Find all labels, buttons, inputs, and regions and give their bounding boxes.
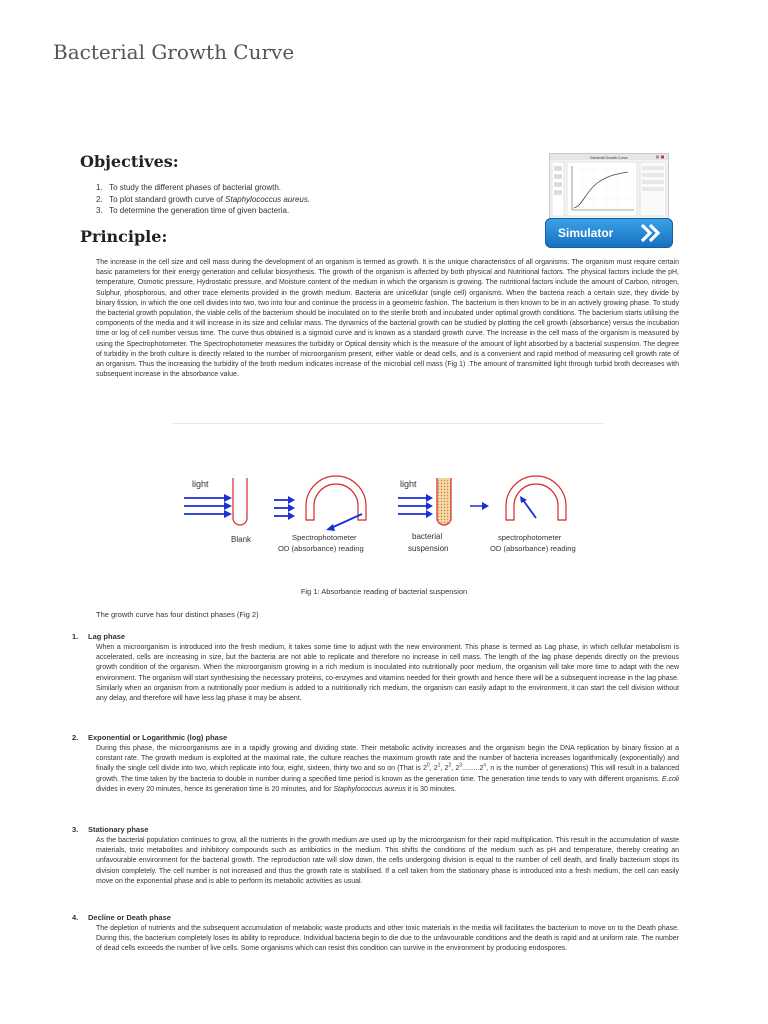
phase-heading-lag: 1. Lag phase [72, 632, 126, 641]
svg-text:OD (absorbance) reading: OD (absorbance) reading [278, 544, 364, 553]
svg-text:Bacterial Growth Curve: Bacterial Growth Curve [590, 156, 628, 160]
phase-heading-exponential: 2. Exponential or Logarithmic (log) phase [72, 733, 228, 742]
spectrophotometer-gauge-2 [506, 476, 566, 520]
svg-text:OD (absorbance) reading: OD (absorbance) reading [490, 544, 576, 553]
page-title: Bacterial Growth Curve [53, 40, 295, 64]
svg-text:Blank: Blank [231, 535, 252, 544]
bacterial-suspension-tube [437, 478, 451, 525]
simulator-button-label: Simulator [558, 226, 614, 240]
principle-heading: Principle: [80, 227, 168, 246]
phase-heading-decline: 4. Decline or Death phase [72, 913, 171, 922]
phase-body-exponential: During this phase, the microorganisms are in a rapidly growing and dividing state. Their metabolic activity increases and the organism begin the DNA replication by binary fission at a constant rate. The growth medium is exploited at the maximal rate, the culture reaches the maximum growth rate and the number of bacteria increases logarithmically (exponentially) and finally the single cell divide into two, which replicate into four, eight, sixteen, thirty two and so on (That is $2^0$, $2^1$, $2^2$, $2^3.........2^n$, n is the number of generations) This will result in a balanced growth. The time taken by the bacteria to double in number during a specified time period is known as the generation time. The generation time tends to vary with different organisms. E.coli divides in every 20 minutes, hence its generation time is 20 minutes, and for Staphylococcus aureus it is 30 minutes. [96, 745, 679, 793]
absorbance-figure [176, 470, 606, 560]
svg-text:suspension: suspension [408, 544, 449, 553]
list-item: 2. To plot standard growth curve of Staphylococcus aureus. [96, 194, 311, 204]
svg-text:bacterial: bacterial [412, 532, 443, 541]
svg-text:light: light [192, 479, 209, 489]
simulator-button[interactable] [545, 218, 673, 248]
double-chevron-right-icon [640, 223, 662, 246]
blank-tube [233, 478, 247, 525]
objectives-list [96, 182, 310, 217]
spectrophotometer-gauge-1 [306, 476, 366, 520]
list-item: 1. To study the different phases of bacterial growth. [96, 183, 282, 192]
light-arrows-2 [274, 496, 295, 520]
phase-body-stationary: As the bacterial population continues to grow, all the nutrients in the growth medium are used up by the microorganism for their rapid multiplication. This result in the accumulation of waste materials, toxic metabolites and inhibitory compounds such as antibiotics in the medium. This shifts the conditions of the medium such as pH and temperature, thereby creating an unfavourable environment for the bacterial growth. The reproduction rate will slow down, the cells undergoing division is equal to the number of cell death, and finally bacterium stops its division completely. The cell number is not increased and thus the growth rate is stabilised. If a cell taken from the stationary phase is introduced into a fresh medium, the cell can easily move on the exponential phase and is able to perform its metabolic activities as usual. [96, 837, 679, 885]
svg-text:light: light [400, 479, 417, 489]
phases-intro: The growth curve has four distinct phases (Fig 2) [96, 610, 259, 619]
principle-paragraph: The increase in the cell size and cell mass during the development of an organism is termed as growth. It is the unique characteristics of all organisms. The organism must require certain basic parameters for their energy generation and cellular biosynthesis. The growth of the organism is affected by both physical and Nutritional factors. The physical factors include the pH, temperature, Osmotic pressure, Hydrostatic pressure, and Moisture content of the medium in which the organism is growing. The nutritional factors include the amount of Carbon, nitrogen, Sulphur, phosphorous, and other trace elements provided in the growth medium. Bacteria are unicellular (single cell) organisms. When the bacteria reach a certain size, they divide by binary fission, in which the one cell divides into two, two into four and continue the process in a geometric fashion. The bacterium is then known to be in an actively growing phase. To study the bacterial growth population, the viable cells of the bacterium should be inoculated on to the sterile broth and incubated under optimal growth conditions. The bacterium starts utilising the components of the media and it will increase in its size and cellular mass. The dynamics of the bacterial growth can be studied by plotting the cell growth (absorbance) versus the incubation time or log of cell number versus time. The curve thus obtained is a sigmoid curve and is known as a standard growth curve. The increase in the cell mass of the organism is measured by using the Spectrophotometer. The Spectrophotometer measures the turbidity or Optical density which is the measure of the amount of light absorbed by a bacterial suspension. The degree of turbidity in the broth culture is directly related to the number of microorganism present, either viable or dead cells, and is a convenient and rapid method of measuring cell growth rate of an organism. Thus the increasing the turbidity of the broth medium indicates increase of the microbial cell mass (Fig 1) .The amount of transmitted light through turbid broth decreases with subsequent increase in the absorbance value. [96, 259, 679, 379]
svg-text:spectrophotometer: spectrophotometer [498, 533, 562, 542]
phase-heading-stationary: 3. Stationary phase [72, 825, 149, 834]
phase-body-decline: The depletion of nutrients and the subsequent accumulation of metabolic waste products and other toxic materials in the media will facilitates the bacterium to move on to the Death phase. During this, the bacterium completely loses its ability to reproduce. Individual bacteria begin to die due to the unfavourable conditions and the death is rapid and at uniform rate. The number of dead cells exceeds the number of live cells. Some organisms which can resist this condition can survive in the environment by producing endospores. [96, 925, 679, 953]
figure-top-divider [172, 423, 604, 424]
figure-caption: Fig 1: Absorbance reading of bacterial suspension [300, 587, 468, 596]
generation-powers: $2^0$, $2^1$, $2^2$, $2^3.........2^n$ [422, 763, 487, 773]
list-item: 3. To determine the generation time of given bacteria. [96, 206, 290, 215]
simulator-link[interactable] [545, 153, 673, 249]
light-arrows-1 [184, 494, 232, 518]
svg-text:Spectrophotometer: Spectrophotometer [292, 533, 357, 542]
simulator-thumbnail-image [550, 154, 668, 218]
simulator-thumbnail[interactable] [549, 153, 669, 219]
objectives-heading: Objectives: [80, 152, 179, 171]
absorbance-diagram [176, 470, 606, 560]
light-arrows-3 [398, 494, 433, 518]
phase-body-lag: When a microorganism is introduced into the fresh medium, it takes some time to adjust with the new environment. This phase is termed as Lag phase, in which cellular metabolism is accelerated, cells are increasing in size, but the bacteria are not able to replicate and therefore no increase in cell mass. The length of the lag phase depends directly on the previous growth condition of the organism. When the microorganism growing in a rich medium is inoculated into nutritionally poor medium, the organism will take more time to adapt with the new environment. The organism will start synthesising the necessary proteins, co-enzymes and vitamins needed for their growth and hence there will be a subsequent increase in the lag phase. Similarly when an organism from a nutritionally poor medium is added to a nutritionally rich medium, the organism can easily adapt to the environment, it can start the cell division without any delay, and therefore will have less lag phase it may be absent. [96, 644, 679, 703]
